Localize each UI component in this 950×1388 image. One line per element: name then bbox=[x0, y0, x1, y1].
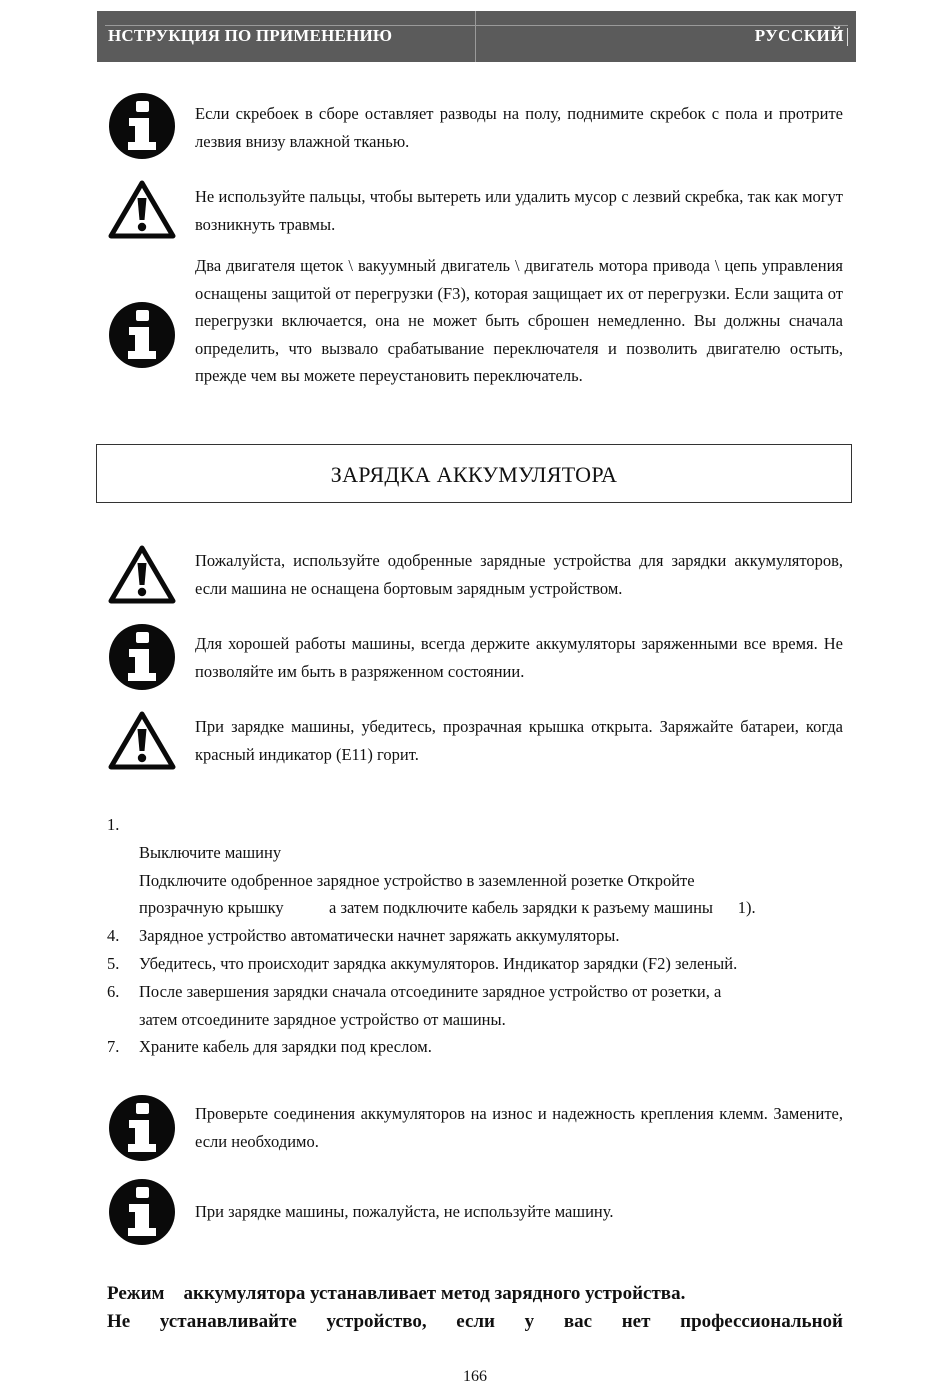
note-warning-blades bbox=[107, 178, 843, 240]
step-text: Выключите машину bbox=[139, 842, 282, 862]
note-info-do-not-use bbox=[107, 1177, 843, 1249]
info-icon bbox=[107, 91, 177, 161]
list-item bbox=[107, 811, 843, 839]
list-item bbox=[107, 1006, 843, 1034]
section-title: ЗАРЯДКА АККУМУЛЯТОРА bbox=[96, 444, 852, 503]
note-info-connections bbox=[107, 1093, 843, 1165]
list-item bbox=[107, 867, 843, 895]
note-text: При зарядке машины, пожалуйста, не используйте машину. bbox=[195, 1202, 614, 1221]
note-info-scraper bbox=[107, 91, 843, 163]
charging-steps-list bbox=[107, 811, 843, 1061]
page-number: 166 bbox=[463, 1368, 487, 1385]
document-header bbox=[97, 11, 856, 62]
warning-icon bbox=[107, 543, 177, 605]
list-item bbox=[107, 922, 843, 950]
step-number: 6. bbox=[107, 981, 120, 1001]
step-text: прозрачную крышку а затем подключите кабель зарядки к разъему машины 1). bbox=[139, 898, 756, 918]
step-text: После завершения зарядки сначала отсоедините зарядное устройство от розетки, а bbox=[139, 981, 722, 1001]
step-text: Храните кабель для зарядки под креслом. bbox=[139, 1037, 432, 1057]
step-number: 5. bbox=[107, 953, 120, 973]
note-text: Для хорошей работы машины, всегда держите аккумуляторы заряженными все время. Не позволяйте им быть в разряженном состоянии. bbox=[195, 634, 843, 681]
note-text: Проверьте соединения аккумуляторов на износ и надежность крепления клемм. Замените, если необходимо. bbox=[195, 1104, 843, 1151]
list-item bbox=[107, 839, 843, 867]
step-text: затем отсоедините зарядное устройство от машины. bbox=[139, 1009, 506, 1029]
step-text: Убедитесь, что происходит зарядка аккумуляторов. Индикатор зарядки (F2) зеленый. bbox=[139, 953, 738, 973]
list-item bbox=[107, 894, 843, 922]
note-text: При зарядке машины, убедитесь, прозрачная крышка открыта. Заряжайте батареи, когда красный индикатор (E11) горит. bbox=[195, 717, 843, 764]
note-text: Пожалуйста, используйте одобренные зарядные устройства для зарядки аккумуляторов, если машина не оснащена бортовым зарядным устройством. bbox=[195, 551, 843, 598]
note-warning-chargers bbox=[107, 543, 843, 605]
step-text: Зарядное устройство автоматически начнет заряжать аккумуляторы. bbox=[139, 926, 620, 946]
note-text: Если скребоек в сборе оставляет разводы на полу, поднимите скребок с пола и протрите лезвия внизу влажной тканью. bbox=[195, 104, 843, 151]
info-icon bbox=[107, 1177, 177, 1247]
list-item bbox=[107, 950, 843, 978]
bold-statement: Не устанавливайте устройство, если у вас нет профессиональной bbox=[107, 1311, 843, 1332]
info-icon bbox=[107, 300, 177, 370]
header-language: РУССКИЙ bbox=[754, 26, 844, 45]
note-text: Два двигателя щеток \ вакуумный двигатель \ двигатель мотора привода \ цепь управления оснащены защитой от перегрузки (F3), которая защищает их от перегрузки. Если защита от перегрузки включается, она не может быть сброшен немедленно. Вы должны сначала определить, что вызвало срабатывание переключателя и позволить двигателю остыть, прежде чем вы можете переустановить переключатель. bbox=[195, 256, 843, 385]
step-number: 4. bbox=[107, 926, 120, 946]
note-info-keep-charged bbox=[107, 622, 843, 694]
step-text: Подключите одобренное зарядное устройство в заземленной розетке Откройте bbox=[139, 870, 695, 890]
info-icon bbox=[107, 622, 177, 692]
step-number: 1. bbox=[107, 815, 120, 834]
note-info-overload bbox=[107, 252, 843, 417]
info-icon bbox=[107, 1093, 177, 1163]
list-item bbox=[107, 978, 843, 1006]
note-text: Не используйте пальцы, чтобы вытереть или удалить мусор с лезвий скребка, так как могут возникнуть травмы. bbox=[195, 187, 843, 234]
bold-statement: Режим аккумулятора устанавливает метод зарядного устройства. bbox=[107, 1283, 686, 1304]
note-warning-cover bbox=[107, 709, 843, 771]
list-item bbox=[107, 1033, 843, 1061]
warning-icon bbox=[107, 709, 177, 771]
step-number: 7. bbox=[107, 1037, 120, 1057]
header-title: НСТРУКЦИЯ ПО ПРИМЕНЕНИЮ bbox=[108, 26, 393, 45]
header-divider bbox=[475, 11, 476, 62]
warning-icon bbox=[107, 178, 177, 240]
